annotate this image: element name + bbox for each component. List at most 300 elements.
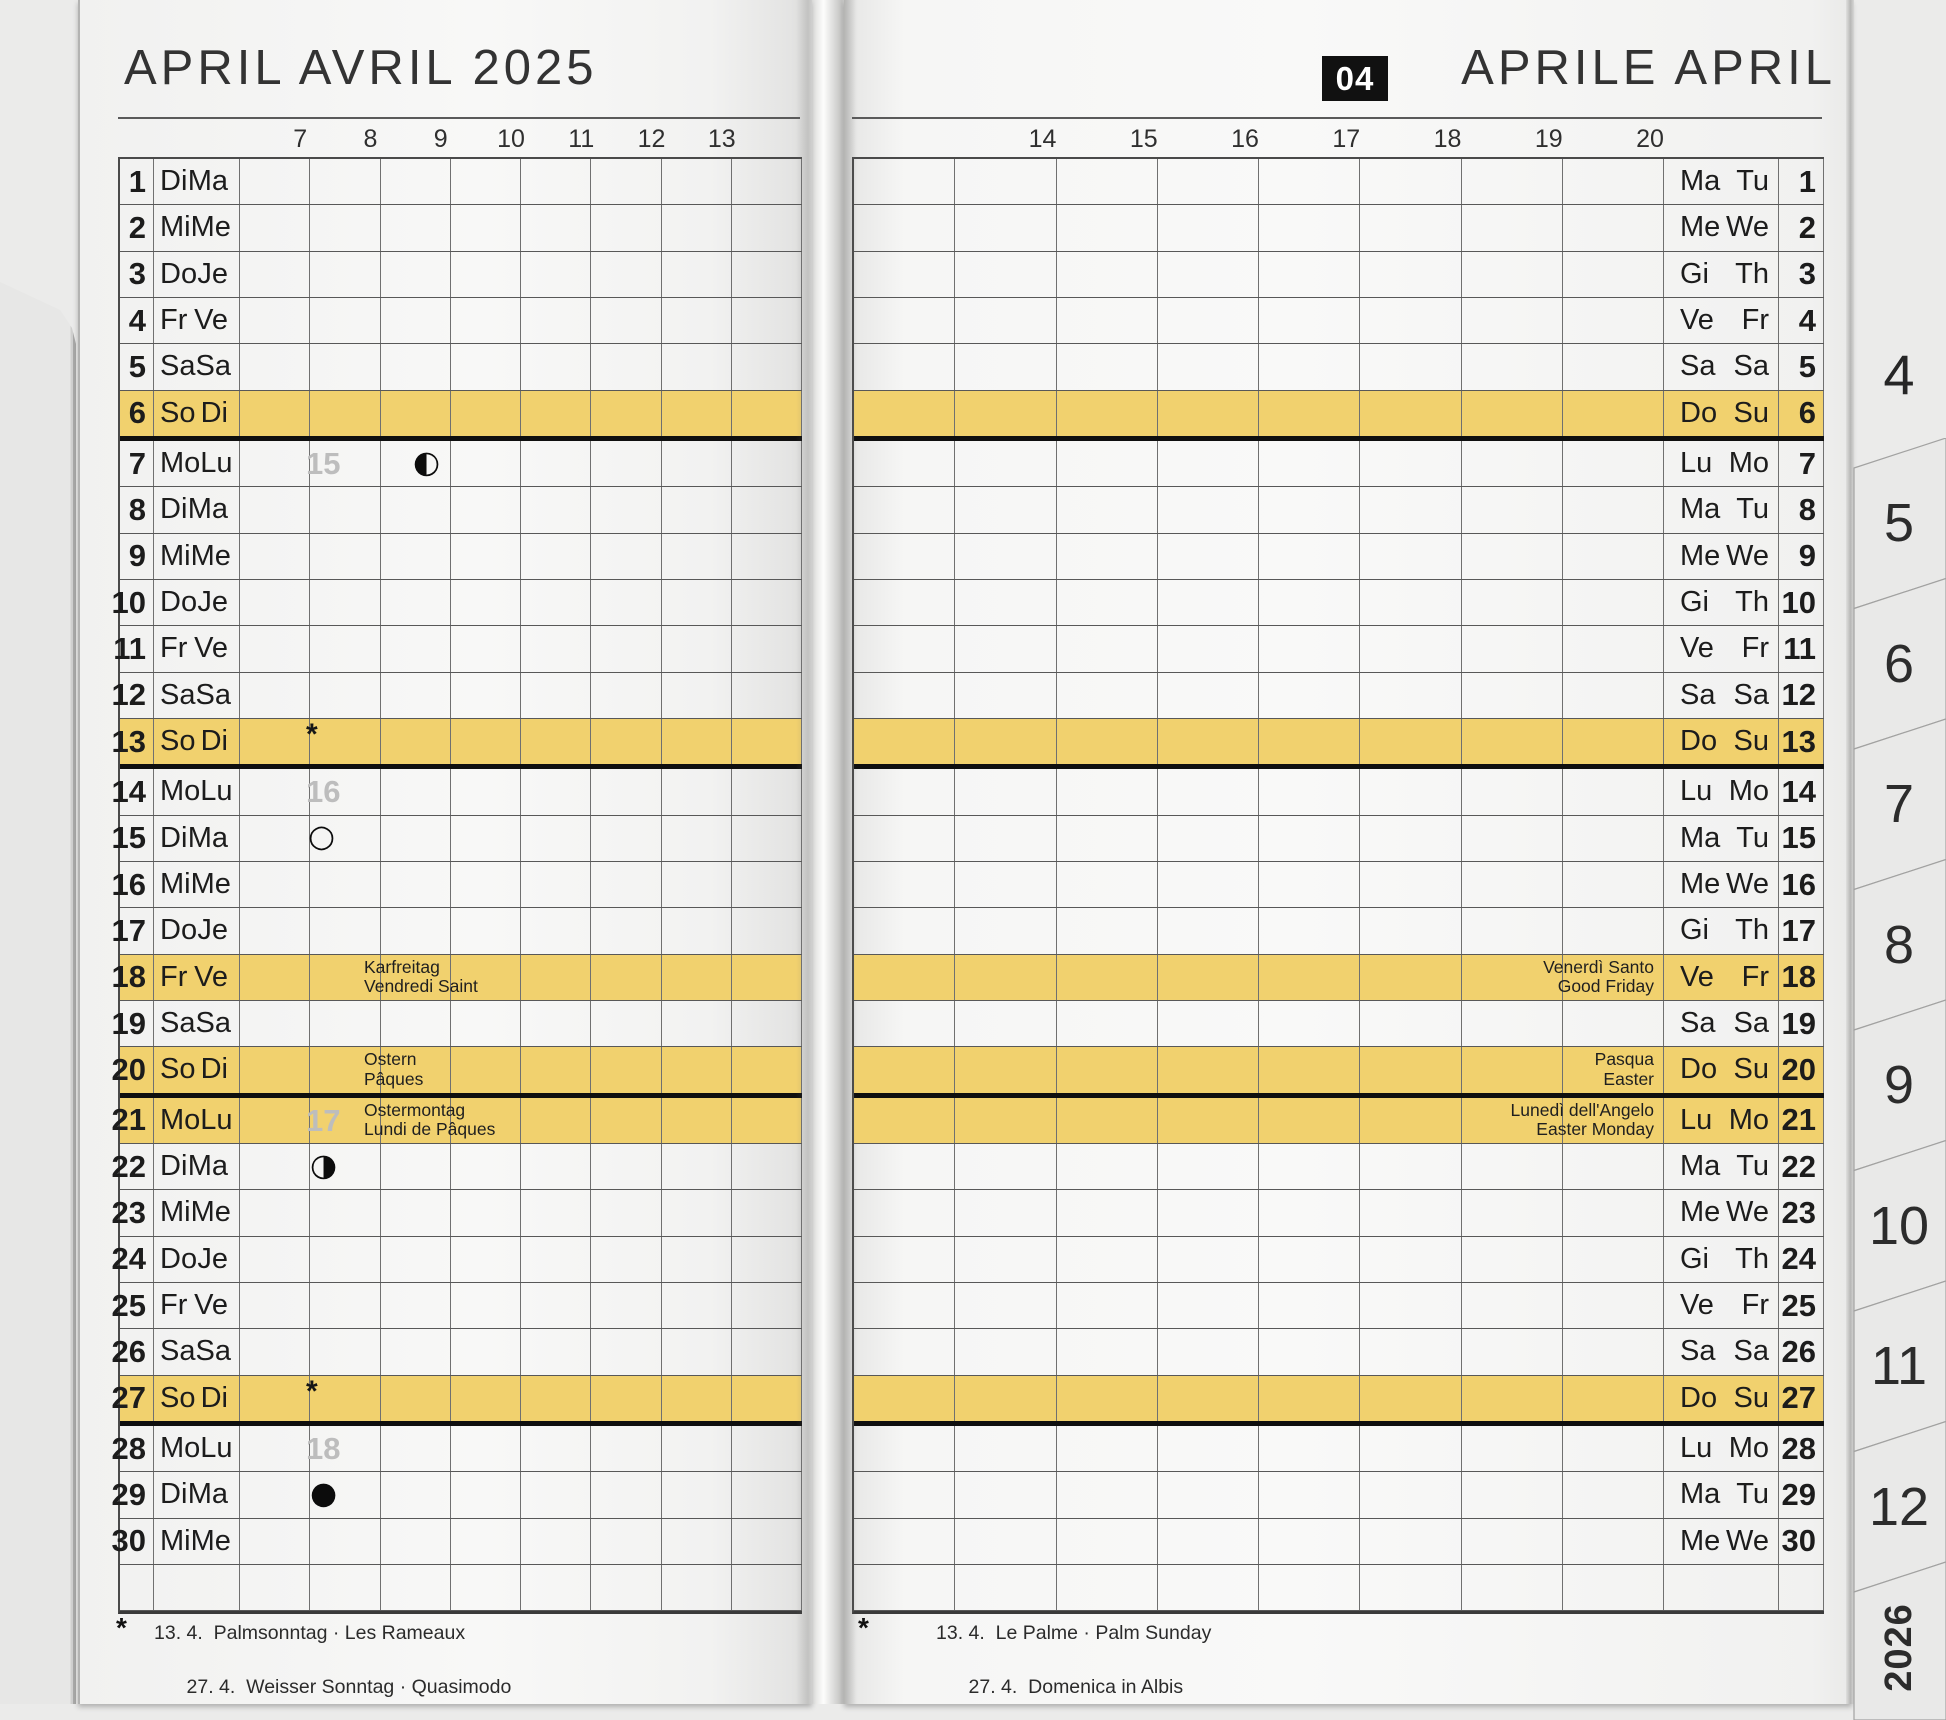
day-abbr-1: Di xyxy=(160,165,188,198)
hour-cell xyxy=(1563,769,1664,814)
day-abbr-cell xyxy=(154,1519,240,1564)
hour-cell xyxy=(662,1472,732,1517)
hour-cell xyxy=(591,298,661,343)
day-abbr-1: Mo xyxy=(160,775,201,808)
hour-cell xyxy=(1057,252,1158,297)
day-row-29 xyxy=(111,1472,802,1518)
hour-cell xyxy=(1057,862,1158,907)
day-abbr-2: Je xyxy=(197,914,228,947)
empty-row xyxy=(120,1565,802,1611)
day-number-cell xyxy=(120,1565,154,1610)
hour-cell xyxy=(451,719,521,764)
hour-cell xyxy=(310,298,380,343)
hour-cell xyxy=(1158,487,1259,532)
hour-label: 11 xyxy=(568,125,595,153)
hour-cell xyxy=(662,769,732,814)
day-abbr-2: Ve xyxy=(194,632,228,665)
day-abbr-2: Mo xyxy=(1728,775,1769,808)
month-tab-10[interactable]: 10 xyxy=(1868,1195,1930,1256)
day-abbr-2: Sa xyxy=(1733,1335,1769,1368)
hour-cell xyxy=(1158,626,1259,671)
day-row-5 xyxy=(854,344,1824,390)
moon-phase-icon: ◑ xyxy=(310,1146,338,1183)
hour-cell xyxy=(1158,908,1259,953)
hour-cell xyxy=(451,1472,521,1517)
day-number-cell: 4 xyxy=(120,298,154,343)
hour-cell xyxy=(1057,205,1158,250)
hour-label: 19 xyxy=(1534,125,1563,153)
day-row-17 xyxy=(111,908,802,954)
hour-cell xyxy=(1462,298,1563,343)
hour-cell xyxy=(381,534,451,579)
hour-cell xyxy=(451,908,521,953)
hour-cell xyxy=(854,1565,955,1610)
day-row-6 xyxy=(854,391,1824,441)
hour-cell xyxy=(451,769,521,814)
day-abbr-1: So xyxy=(160,1381,196,1414)
hour-cell xyxy=(240,1283,310,1328)
day-abbr-2: Je xyxy=(197,257,228,290)
hour-cell xyxy=(854,1047,955,1092)
day-number-cell: 28 xyxy=(120,1426,154,1471)
hour-cell xyxy=(1259,441,1360,486)
hour-cell xyxy=(1259,862,1360,907)
day-row-24 xyxy=(111,1237,802,1283)
day-row-3 xyxy=(120,252,802,298)
hour-cell xyxy=(381,1329,451,1374)
day-number-cell: 19 xyxy=(120,1001,154,1046)
hour-cell xyxy=(310,1001,380,1046)
hour-cell xyxy=(1563,205,1664,250)
month-tab-5[interactable]: 5 xyxy=(1883,493,1915,553)
day-row-26 xyxy=(854,1329,1824,1375)
hour-cell xyxy=(1360,1047,1461,1092)
day-abbr-2: Me xyxy=(190,868,231,901)
day-row-19 xyxy=(111,1001,802,1047)
hour-label: 13 xyxy=(707,125,736,153)
hour-cell xyxy=(1158,391,1259,436)
hour-cell xyxy=(955,816,1056,861)
hour-cell xyxy=(1360,205,1461,250)
hour-cell xyxy=(451,1376,521,1421)
hour-cell xyxy=(854,1190,955,1235)
day-number-cell: 3 xyxy=(120,252,154,297)
hour-cell xyxy=(732,1283,802,1328)
day-row-9 xyxy=(120,534,802,580)
hour-cell xyxy=(591,908,661,953)
hour-cell xyxy=(662,1426,732,1471)
day-abbr-1: Sa xyxy=(160,1335,196,1368)
day-number-cell: 21 xyxy=(1779,1098,1824,1143)
hour-cell xyxy=(591,673,661,718)
hour-cell xyxy=(1462,441,1563,486)
hour-cell xyxy=(955,391,1056,436)
day-row-14 xyxy=(111,769,802,815)
hour-cell xyxy=(310,252,380,297)
hour-cell xyxy=(451,1190,521,1235)
month-tab-6[interactable]: 6 xyxy=(1883,633,1915,694)
hour-cell xyxy=(955,1001,1056,1046)
hour-cell xyxy=(1462,159,1563,204)
month-tab-12[interactable]: 12 xyxy=(1868,1476,1930,1537)
hour-cell xyxy=(1158,1329,1259,1374)
day-abbr-1: Me xyxy=(1680,1524,1721,1557)
hour-cell xyxy=(591,1283,661,1328)
hour-cell xyxy=(310,205,380,250)
hour-cell xyxy=(451,1144,521,1189)
day-abbr-1: Fr xyxy=(160,960,188,993)
hour-cell xyxy=(310,1519,380,1564)
hour-cell xyxy=(240,955,310,1000)
holiday-note: Ostern Pâques xyxy=(364,1049,424,1089)
hour-cell xyxy=(955,673,1056,718)
hour-cell xyxy=(854,862,955,907)
month-tab-7[interactable]: 7 xyxy=(1883,774,1915,834)
hour-cell xyxy=(662,626,732,671)
hour-cell xyxy=(1259,391,1360,436)
hour-cell xyxy=(451,862,521,907)
hour-cell xyxy=(1158,298,1259,343)
hour-cell xyxy=(591,205,661,250)
hour-cell xyxy=(1563,391,1664,436)
hour-cell xyxy=(521,1001,591,1046)
hour-cell xyxy=(381,1426,451,1471)
hour-cell xyxy=(1360,1001,1461,1046)
hour-cell xyxy=(854,487,955,532)
hour-cell xyxy=(310,673,380,718)
day-abbr-cell xyxy=(154,769,240,814)
day-row-27 xyxy=(111,1374,802,1426)
hour-cell xyxy=(1158,1472,1259,1517)
day-abbr-cell xyxy=(154,816,240,861)
week-number: 17 xyxy=(306,1102,341,1138)
week-number: 18 xyxy=(306,1430,341,1466)
hour-cell xyxy=(1563,344,1664,389)
day-abbr-2: We xyxy=(1726,1196,1769,1229)
hour-cell xyxy=(1563,1237,1664,1282)
hour-cell xyxy=(1462,719,1563,764)
hour-cell xyxy=(451,580,521,625)
hour-cell xyxy=(955,1565,1056,1610)
hour-cell xyxy=(732,955,802,1000)
day-abbr-2: Ma xyxy=(187,1478,228,1511)
day-abbr-2: Lu xyxy=(200,1432,233,1465)
day-row-6 xyxy=(120,391,802,441)
hour-cell xyxy=(1360,719,1461,764)
day-row-13 xyxy=(111,717,802,769)
day-row-25 xyxy=(854,1283,1824,1329)
hour-cell xyxy=(854,1426,955,1471)
hour-cell xyxy=(591,1001,661,1046)
day-abbr-1: Me xyxy=(1680,1196,1721,1229)
hour-cell xyxy=(732,1047,802,1092)
day-abbr-2: Lu xyxy=(200,775,233,808)
day-abbr-cell xyxy=(1664,908,1779,953)
day-number-cell: 6 xyxy=(1779,391,1824,436)
day-number-cell: 20 xyxy=(1779,1047,1824,1092)
day-number-cell: 9 xyxy=(1779,534,1824,579)
hour-cell xyxy=(521,908,591,953)
hour-cell xyxy=(732,1237,802,1282)
day-row-4 xyxy=(854,298,1824,344)
hour-cell xyxy=(1057,769,1158,814)
hour-cell xyxy=(451,391,521,436)
moon-phase-icon: ● xyxy=(310,1475,338,1512)
day-row-27 xyxy=(854,1376,1824,1426)
hour-cell xyxy=(1462,252,1563,297)
hour-cell xyxy=(955,1144,1056,1189)
day-abbr-1: Ma xyxy=(1680,165,1721,198)
day-number-cell: 14 xyxy=(1779,769,1824,814)
day-abbr-cell xyxy=(154,534,240,579)
day-abbr-2: Sa xyxy=(195,678,231,711)
day-row-16 xyxy=(111,862,802,908)
hour-cell xyxy=(521,862,591,907)
hour-cell xyxy=(1158,1098,1259,1143)
hour-cell xyxy=(591,580,661,625)
hour-cell xyxy=(1259,816,1360,861)
day-number-cell: 27 xyxy=(120,1376,154,1421)
day-abbr-cell xyxy=(154,862,240,907)
hour-label: 8 xyxy=(363,125,378,153)
day-abbr-cell xyxy=(1664,862,1779,907)
day-abbr-2: Ve xyxy=(194,1289,228,1322)
hour-cell xyxy=(1057,391,1158,436)
day-abbr-1: Me xyxy=(1680,868,1721,901)
hour-cell xyxy=(662,1283,732,1328)
hour-cell xyxy=(451,298,521,343)
hour-cell xyxy=(240,1190,310,1235)
hour-cell xyxy=(854,719,955,764)
hour-cell xyxy=(1057,534,1158,579)
day-abbr-1: Gi xyxy=(1680,586,1709,619)
hour-cell xyxy=(854,580,955,625)
day-abbr-cell xyxy=(1664,1144,1779,1189)
hour-cell xyxy=(240,1329,310,1374)
day-number-cell: 11 xyxy=(1779,626,1824,671)
hour-cell xyxy=(662,1047,732,1092)
hour-cell xyxy=(1563,580,1664,625)
hour-cell xyxy=(1158,252,1259,297)
hour-cell xyxy=(1360,626,1461,671)
hour-cell xyxy=(1563,298,1664,343)
hour-cell xyxy=(521,1283,591,1328)
month-tab-8[interactable]: 8 xyxy=(1883,914,1915,975)
year-tab[interactable] xyxy=(1852,1587,1946,1707)
hour-label: 20 xyxy=(1636,125,1664,153)
hour-cell xyxy=(662,1237,732,1282)
hour-cell xyxy=(1563,1144,1664,1189)
hour-cell xyxy=(1057,487,1158,532)
hour-cell xyxy=(1259,487,1360,532)
day-abbr-2: Su xyxy=(1733,1053,1769,1086)
hour-cell xyxy=(955,252,1056,297)
day-abbr-1: Lu xyxy=(1680,447,1713,480)
hour-cell xyxy=(1259,205,1360,250)
current-month-tab[interactable]: 4 xyxy=(1883,343,1915,406)
day-abbr-cell xyxy=(1664,1519,1779,1564)
hour-cell xyxy=(591,1426,661,1471)
day-abbr-cell xyxy=(1664,580,1779,625)
day-abbr-1: Lu xyxy=(1680,1432,1713,1465)
day-abbr-2: Sa xyxy=(195,350,231,383)
hour-cell xyxy=(1462,673,1563,718)
hour-cell xyxy=(310,908,380,953)
day-abbr-2: Mo xyxy=(1728,447,1769,480)
holiday-note: Venerdì Santo Good Friday xyxy=(1543,956,1654,997)
hour-cell xyxy=(240,862,310,907)
hour-cell xyxy=(732,1329,802,1374)
hour-cell xyxy=(381,1283,451,1328)
hour-cell xyxy=(310,487,380,532)
hour-cell xyxy=(1360,344,1461,389)
hour-cell xyxy=(310,1190,380,1235)
day-number-cell: 29 xyxy=(1779,1472,1824,1517)
day-row-18 xyxy=(111,955,802,1001)
hour-cell xyxy=(240,441,310,486)
hour-cell xyxy=(1360,1472,1461,1517)
day-number-cell: 23 xyxy=(120,1190,154,1235)
hour-cell xyxy=(955,534,1056,579)
hour-cell xyxy=(310,159,380,204)
hour-cell xyxy=(591,1329,661,1374)
day-number-cell: 13 xyxy=(120,719,154,764)
day-row-1 xyxy=(120,159,802,205)
hour-cell xyxy=(1158,1047,1259,1092)
hour-cell xyxy=(381,1519,451,1564)
day-abbr-2: Fr xyxy=(1741,1289,1769,1322)
hour-cell xyxy=(955,908,1056,953)
hour-cell xyxy=(662,159,732,204)
hour-cell xyxy=(521,159,591,204)
hour-cell xyxy=(381,816,451,861)
hour-cell xyxy=(854,252,955,297)
hour-cell xyxy=(521,1047,591,1092)
day-row-1 xyxy=(854,159,1824,205)
hour-cell xyxy=(662,1190,732,1235)
hour-cell xyxy=(591,626,661,671)
day-row-23 xyxy=(854,1190,1824,1236)
hour-cell xyxy=(1462,908,1563,953)
hour-cell xyxy=(451,1283,521,1328)
hour-cell xyxy=(1158,1190,1259,1235)
hour-cell xyxy=(1057,580,1158,625)
day-row-22 xyxy=(111,1144,802,1190)
hour-cell xyxy=(521,1565,591,1610)
hour-cell xyxy=(1259,673,1360,718)
holiday-note: Pasqua Easter xyxy=(1594,1049,1654,1089)
hour-cell xyxy=(1158,1283,1259,1328)
hour-cell xyxy=(1360,487,1461,532)
hour-cell xyxy=(955,626,1056,671)
day-number-cell: 14 xyxy=(120,769,154,814)
day-row-28 xyxy=(111,1426,802,1472)
day-abbr-cell xyxy=(1664,1190,1779,1235)
hour-cell xyxy=(662,673,732,718)
hour-cell xyxy=(1057,441,1158,486)
hour-cell xyxy=(451,626,521,671)
hour-cell xyxy=(662,441,732,486)
hour-cell xyxy=(451,159,521,204)
day-abbr-2: Su xyxy=(1733,396,1769,429)
hour-cell xyxy=(381,1472,451,1517)
day-number-cell: 20 xyxy=(120,1047,154,1092)
hour-cell xyxy=(521,1472,591,1517)
holiday-note: Ostermontag Lundi de Pâques xyxy=(364,1099,496,1140)
day-number-cell xyxy=(1779,1565,1824,1610)
hour-cell xyxy=(451,1426,521,1471)
hour-cell xyxy=(955,1472,1056,1517)
hour-cell xyxy=(854,1237,955,1282)
hour-cell xyxy=(955,441,1056,486)
day-abbr-cell xyxy=(1664,1283,1779,1328)
hour-cell xyxy=(1057,159,1158,204)
hour-cell xyxy=(1057,955,1158,1000)
left-footnote-line2: 27. 4. Weisser Sonntag · Quasimodo xyxy=(186,1676,512,1698)
day-number-cell: 4 xyxy=(1779,298,1824,343)
day-row-24 xyxy=(854,1237,1824,1283)
day-abbr-2: Th xyxy=(1735,586,1769,619)
hour-cell xyxy=(1259,719,1360,764)
hour-cell xyxy=(381,1144,451,1189)
day-abbr-1: Sa xyxy=(160,678,196,711)
hour-cell xyxy=(1360,441,1461,486)
hour-cell xyxy=(1158,1001,1259,1046)
day-number-cell: 16 xyxy=(1779,862,1824,907)
left-page-title: APRIL AVRIL 2025 xyxy=(124,41,598,95)
day-abbr-cell xyxy=(1664,1472,1779,1517)
hour-cell xyxy=(381,862,451,907)
hour-cell xyxy=(732,1376,802,1421)
hour-cell xyxy=(955,344,1056,389)
month-tab-11[interactable]: 11 xyxy=(1870,1336,1928,1396)
hour-cell xyxy=(1158,1376,1259,1421)
hour-cell xyxy=(521,205,591,250)
day-abbr-2: Mo xyxy=(1728,1103,1769,1136)
hour-cell xyxy=(955,769,1056,814)
hour-cell xyxy=(451,1329,521,1374)
hour-cell xyxy=(732,344,802,389)
hour-cell xyxy=(451,1237,521,1282)
day-abbr-2: We xyxy=(1726,539,1769,572)
hour-cell xyxy=(521,298,591,343)
hour-cell xyxy=(662,955,732,1000)
hour-cell xyxy=(854,1376,955,1421)
day-abbr-2: Me xyxy=(190,539,231,572)
hour-cell xyxy=(854,769,955,814)
hour-cell xyxy=(1563,908,1664,953)
hour-cell xyxy=(591,719,661,764)
left-page xyxy=(78,0,812,1704)
hour-cell xyxy=(1057,298,1158,343)
day-abbr-2: We xyxy=(1726,868,1769,901)
day-abbr-cell xyxy=(154,298,240,343)
hour-cell xyxy=(1360,908,1461,953)
hour-cell xyxy=(732,1426,802,1471)
hour-cell xyxy=(240,159,310,204)
hour-cell xyxy=(240,534,310,579)
hour-cell xyxy=(1158,580,1259,625)
hour-cell xyxy=(1057,1565,1158,1610)
day-row-3 xyxy=(854,252,1824,298)
hour-cell xyxy=(732,626,802,671)
day-abbr-1: Lu xyxy=(1680,1103,1713,1136)
month-tab-9[interactable]: 9 xyxy=(1883,1055,1915,1115)
hour-cell xyxy=(955,159,1056,204)
hour-cell xyxy=(854,673,955,718)
day-abbr-cell xyxy=(154,1098,240,1143)
day-abbr-1: Fr xyxy=(160,304,188,337)
